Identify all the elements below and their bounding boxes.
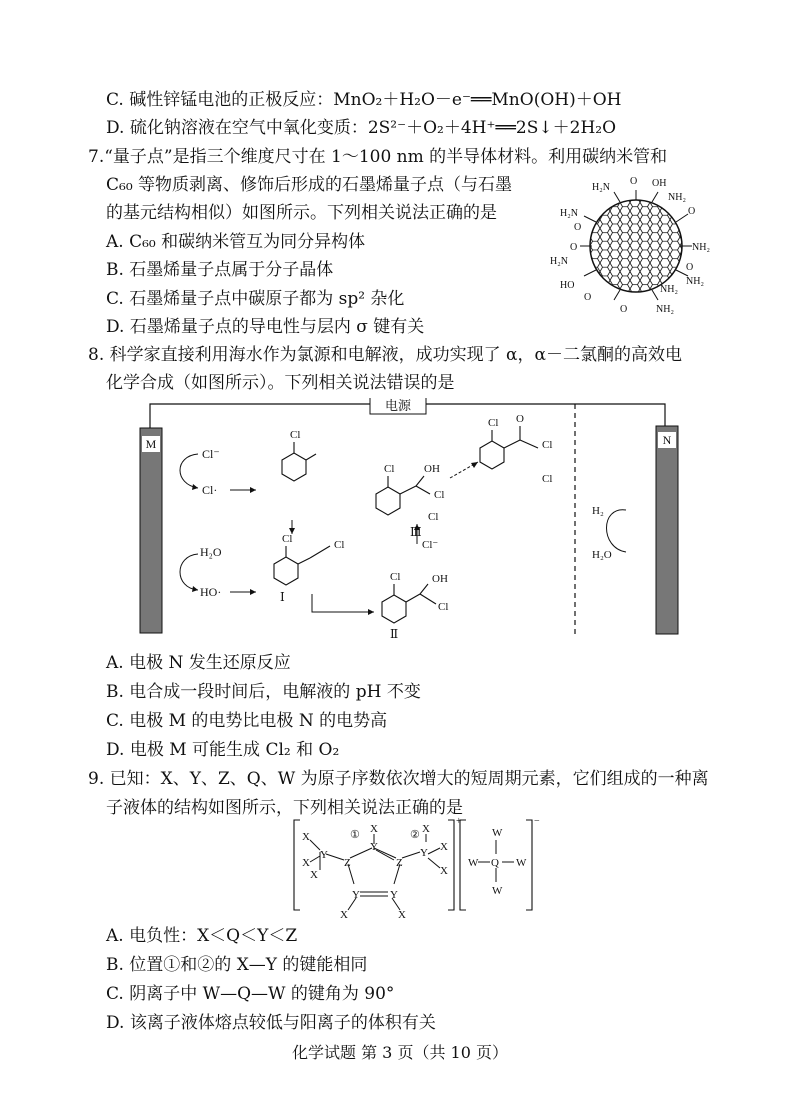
cl-atom-label: Cl <box>542 473 553 485</box>
fig7-label: O <box>570 242 578 253</box>
benzene-ring-ii <box>382 595 406 623</box>
cl-atom-label: Cl <box>428 511 439 523</box>
fig7-label: O <box>574 222 582 233</box>
q9-option-d: D. 该离子液体熔点较低与阳离子的体积有关 <box>106 1013 436 1033</box>
atom-w: W <box>492 827 503 839</box>
atom-w: W <box>516 857 527 869</box>
atom-x: X <box>302 857 310 869</box>
h2o-n-label: H₂O <box>592 549 612 561</box>
atom-y: Y <box>420 847 428 859</box>
cl-atom-label: Cl <box>290 429 301 441</box>
atom-y: Y <box>352 889 360 901</box>
cl-atom-label: Cl <box>334 539 345 551</box>
q7-stem-line1: 7.“量子点”是指三个维度尺寸在 1～100 nm 的半导体材料。利用碳纳米管和 <box>88 147 668 167</box>
cl-radical-label: Cl· <box>202 483 218 497</box>
atom-x: X <box>370 823 378 835</box>
cl-atom-label: Cl <box>282 533 293 545</box>
atom-x: X <box>310 869 318 881</box>
fig7-label: NH₂ <box>668 192 686 203</box>
cl-atom-label: Cl <box>390 571 401 583</box>
q9-option-a: A. 电负性：X＜Q＜Y＜Z <box>106 926 298 946</box>
q6-option-d: D. 硫化钠溶液在空气中氧化变质：2S²⁻＋O₂＋4H⁺══2S↓＋2H₂O <box>106 118 617 138</box>
electrode-m <box>140 428 162 633</box>
q8-option-a: A. 电极 N 发生还原反应 <box>106 653 291 673</box>
atom-x: X <box>440 865 448 877</box>
ionic-liquid-structure-figure <box>290 814 540 918</box>
cation-charge: + <box>456 816 462 827</box>
q8-stem-line2: 化学合成（如图所示）。下列相关说法错误的是 <box>106 373 455 393</box>
fig7-label: NH₂ <box>660 284 678 295</box>
q7-stem-line2: C₆₀ 等物质剥离、修饰后形成的石墨烯量子点（与石墨 <box>106 175 513 195</box>
atom-z: Z <box>396 857 403 869</box>
atom-z: Z <box>344 857 351 869</box>
cl-atom-label: Cl <box>438 601 449 613</box>
atom-w: W <box>468 857 479 869</box>
cl-minus-label-2: Cl⁻ <box>422 539 439 551</box>
q8-option-b: B. 电合成一段时间后，电解液的 pH 不变 <box>106 682 421 702</box>
q8-stem-line1: 8. 科学家直接利用海水作为氯源和电解液，成功实现了 α，α－二氯酮的高效电 <box>88 345 682 365</box>
fig7-label: O <box>686 262 694 273</box>
q8-option-d: D. 电极 M 可能生成 Cl₂ 和 O₂ <box>106 740 340 760</box>
q7-option-c: C. 石墨烯量子点中碳原子都为 sp² 杂化 <box>106 289 405 309</box>
fig7-label: H₂N <box>560 208 578 219</box>
fig7-label: HO <box>560 280 575 291</box>
benzene-ring-i <box>274 557 298 585</box>
position-2-marker: ② <box>410 829 420 841</box>
fig7-label: H₂N <box>592 182 610 193</box>
cl-minus-label: Cl⁻ <box>202 447 220 461</box>
cl-atom-label: Cl <box>434 489 445 501</box>
q9-option-b: B. 位置①和②的 X—Y 的键能相同 <box>106 955 368 975</box>
q7-option-d: D. 石墨烯量子点的导电性与层内 σ 键有关 <box>106 317 425 337</box>
q7-option-b: B. 石墨烯量子点属于分子晶体 <box>106 260 334 280</box>
benzene-ring-product <box>480 441 504 469</box>
q9-stem-line1: 9. 已知：X、Y、Z、Q、W 为原子序数依次增大的短周期元素，它们组成的一种离 <box>88 769 709 789</box>
atom-x: X <box>398 909 406 918</box>
atom-x: X <box>302 831 310 843</box>
oh-label: OH <box>424 463 440 475</box>
fig7-label: NH₂ <box>686 276 704 287</box>
fig7-label: OH <box>652 178 667 189</box>
electrode-m-label: M <box>145 437 157 451</box>
benzene-ring-iii <box>376 487 400 515</box>
fig7-label: O <box>630 176 638 187</box>
ho-radical-label: HO· <box>200 585 222 599</box>
q9-stem-line2: 子液体的结构如图所示，下列相关说法正确的是 <box>106 798 463 818</box>
h2o-label: H₂O <box>200 545 222 559</box>
q6-option-c: C. 碱性锌锰电池的正极反应：MnO₂＋H₂O－e⁻══MnO(OH)＋OH <box>106 90 622 110</box>
atom-w: W <box>492 885 503 897</box>
atom-x: X <box>340 909 348 918</box>
q9-option-c: C. 阴离子中 W—Q—W 的键角为 90° <box>106 984 395 1004</box>
electrolysis-figure <box>130 398 690 640</box>
atom-q: Q <box>491 857 499 869</box>
fig7-label: O <box>688 206 696 217</box>
oh-label: OH <box>432 573 448 585</box>
h2-label: H₂ <box>592 505 604 517</box>
q8-option-c: C. 电极 M 的电势比电极 N 的电势高 <box>106 711 388 731</box>
compound-i-label: Ⅰ <box>280 590 285 604</box>
electrode-n-label: N <box>662 433 672 447</box>
fig7-label: NH₂ <box>692 242 710 253</box>
electrode-n <box>656 426 678 634</box>
fig7-label: O <box>584 292 592 303</box>
q7-stem-line3: 的基元结构相似）如图所示。下列相关说法正确的是 <box>106 203 497 223</box>
atom-y: Y <box>370 841 378 853</box>
atom-x: X <box>440 841 448 853</box>
cl-atom-label: Cl <box>542 439 553 451</box>
fig7-label: NH₂ <box>656 304 674 315</box>
o-label: O <box>516 413 524 425</box>
compound-iii-label: Ⅲ <box>410 525 422 539</box>
atom-y: Y <box>320 849 328 861</box>
page-footer: 化学试题 第 3 页（共 10 页） <box>292 1043 508 1062</box>
fig7-label: O <box>620 304 628 315</box>
compound-ii-label: Ⅱ <box>390 627 399 640</box>
atom-x: X <box>422 823 430 835</box>
cl-atom-label: Cl <box>488 417 499 429</box>
position-1-marker: ① <box>350 829 360 841</box>
benzene-ring-1 <box>282 453 306 481</box>
cl-atom-label: Cl <box>384 463 395 475</box>
fig7-label: H₂N <box>550 256 568 267</box>
q7-option-a: A. C₆₀ 和碳纳米管互为同分异构体 <box>106 232 366 252</box>
graphene-quantum-dot-figure <box>540 172 720 322</box>
power-source-label: 电源 <box>384 398 412 413</box>
anion-charge: − <box>534 816 540 827</box>
atom-y: Y <box>390 889 398 901</box>
